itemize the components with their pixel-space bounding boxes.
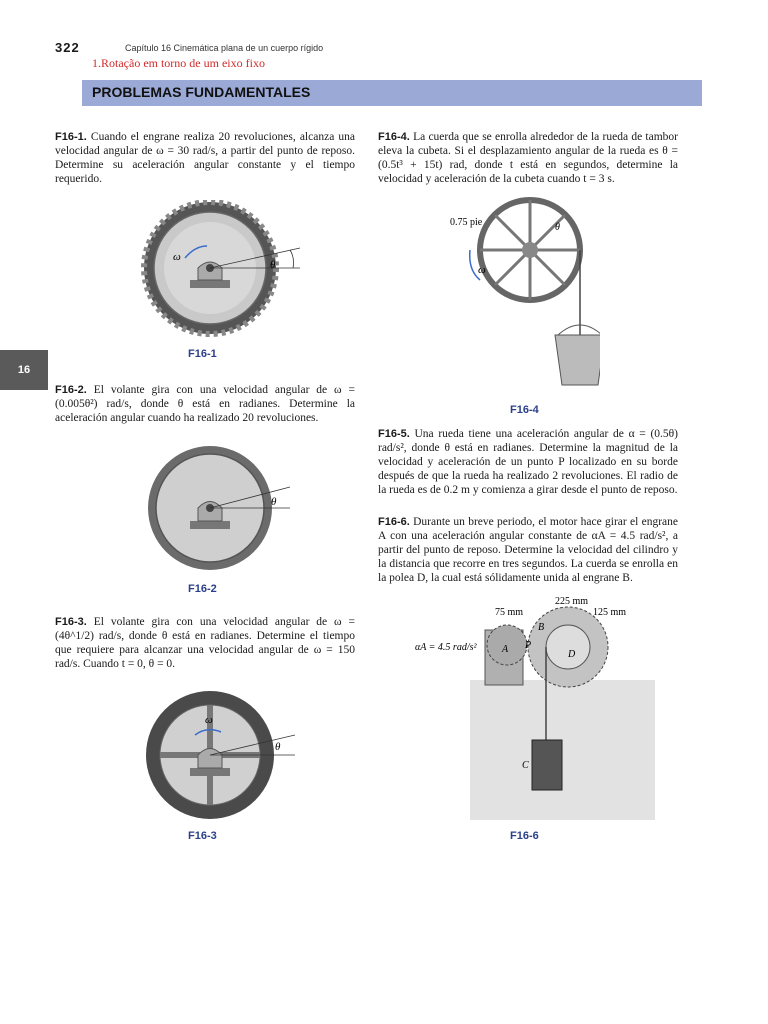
theta-label: θ	[555, 222, 560, 233]
theta-label: θ	[270, 259, 276, 271]
figure-caption-f16-1: F16-1	[188, 348, 217, 360]
figure-caption-f16-6: F16-6	[510, 830, 539, 842]
problem-id: F16-3.	[55, 616, 87, 628]
problem-f16-3	[55, 615, 355, 671]
problem-id: F16-4.	[378, 131, 410, 143]
figure-caption-f16-3: F16-3	[188, 830, 217, 842]
omega-label: ω	[205, 714, 213, 726]
theta-arc	[290, 250, 294, 268]
figure-caption-f16-2: F16-2	[188, 583, 217, 595]
problem-text: Una rueda tiene una aceleración angular de α = (0.5θ) rad/s², donde θ está en radianes. Determine la magnitud de la velocidad y aceleración de un punto P localizado en su borde después de que la rueda ha realizado 2 revoluciones. El radio de la rueda es de 0.2 m y comienza a girar desde el punto de reposo.	[378, 428, 679, 496]
figure-f16-3	[125, 690, 325, 825]
figure-f16-1	[125, 200, 325, 340]
bearing-base	[190, 768, 230, 776]
theta-label: θ	[275, 741, 281, 753]
label-d: D	[568, 649, 576, 660]
chapter-tab: 16	[0, 350, 48, 390]
label-p: P	[525, 640, 532, 651]
problem-f16-5	[378, 427, 678, 497]
drum-hub	[522, 242, 538, 258]
problem-id: F16-5.	[378, 428, 410, 440]
figure-f16-2	[125, 445, 325, 575]
problem-text: Durante un breve periodo, el motor hace girar el engrane A con una aceleración angular constante de αA = 4.5 rad/s², a partir del punto de reposo. Determine la velocidad del cilindro y la distancia que recorre en tres segundos. La cuerda se enrolla en la polea D, la cual está sólidamente unida al engrane B.	[378, 516, 679, 584]
problem-f16-2	[55, 383, 355, 425]
label-b: B	[538, 622, 545, 633]
pulley-d	[546, 625, 590, 669]
dim-225: 225 mm	[555, 596, 589, 607]
problem-id: F16-2.	[55, 384, 87, 396]
omega-label: ω	[478, 264, 486, 276]
problem-text: El volante gira con una velocidad angular de ω = (4θ^1/2) rad/s, donde θ está en radianes. Determine el tiempo que requiere para alcanzar una velocidad angular de ω = 150 rad/s. Cuando t = 0, θ = 0.	[55, 616, 355, 670]
bearing-block	[198, 749, 222, 769]
figure-f16-4	[440, 195, 600, 395]
figure-caption-f16-4: F16-4	[510, 404, 539, 416]
alpha-label: αA = 4.5 rad/s²	[415, 642, 477, 653]
problem-text: La cuerda que se enrolla alrededor de la rueda de tambor eleva la cubeta. Si el desplazamiento angular de la rueda es θ = (0.5t³ + 15t) rad, donde t está en segundos, determine la velocidad y aceleración de la cubeta cuando t = 3 s.	[378, 131, 679, 185]
omega-label: ω	[173, 251, 181, 263]
radius-label: 0.75 pie	[450, 217, 483, 228]
problem-f16-4	[378, 130, 678, 186]
page-number: 322	[55, 40, 80, 55]
section-title: 1.Rotação em torno de um eixo fixo	[92, 56, 265, 70]
bearing-base	[190, 521, 230, 529]
chapter-title: Capítulo 16 Cinemática plana de un cuerpo rígido	[125, 43, 324, 53]
bearing-base	[190, 280, 230, 288]
problem-id: F16-1.	[55, 131, 87, 143]
problem-text: Cuando el engrane realiza 20 revoluciones, alcanza una velocidad angular de ω = 30 rad/s, a partir del punto de reposo. Determine su aceleración angular constante y el tiempo requerido.	[55, 131, 356, 185]
theta-label: θ	[271, 496, 277, 508]
banner-title: PROBLEMAS FUNDAMENTALES	[92, 84, 311, 100]
bucket-handle	[558, 325, 600, 335]
label-a: A	[502, 644, 509, 655]
cylinder-c	[532, 740, 562, 790]
problem-text: El volante gira con una velocidad angular de ω = (0.005θ²) rad/s, donde θ está en radianes. Determine la aceleración angular cuando ha realizado 20 revoluciones.	[55, 384, 355, 424]
dim-125: 125 mm	[593, 607, 627, 618]
problem-id: F16-6.	[378, 516, 410, 528]
problem-f16-1	[55, 130, 355, 186]
figure-f16-6	[410, 590, 660, 820]
bucket	[555, 335, 600, 385]
label-c: C	[522, 760, 529, 771]
problem-f16-6	[378, 515, 678, 585]
dim-75: 75 mm	[495, 607, 524, 618]
